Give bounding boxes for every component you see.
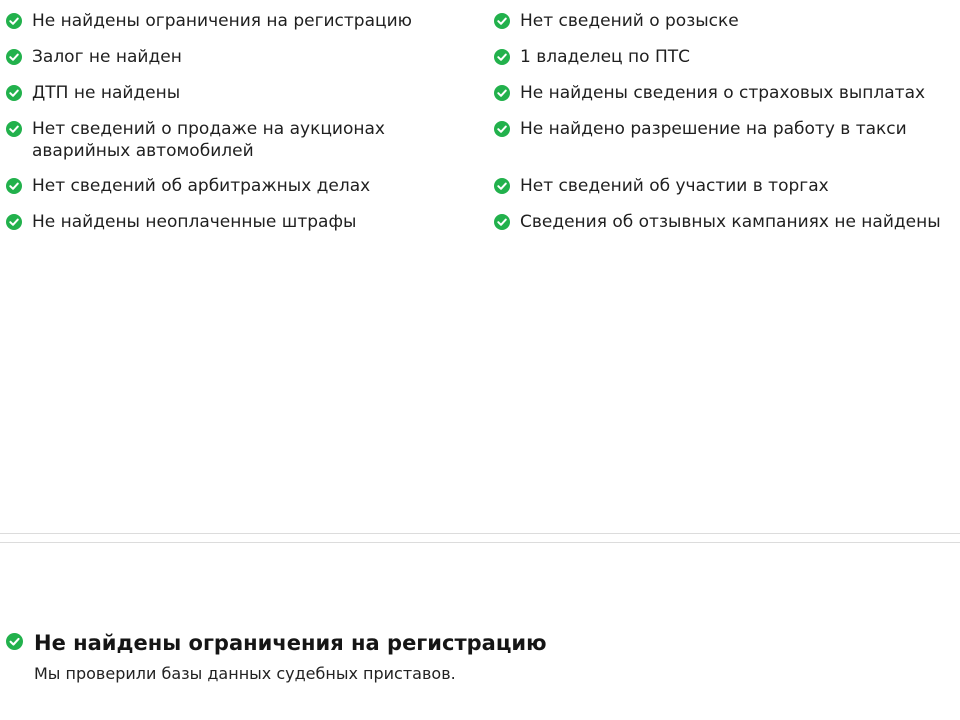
- section-divider: [0, 533, 960, 534]
- check-circle-icon: [6, 178, 22, 194]
- check-item-wanted: [494, 10, 954, 32]
- check-circle-icon: [494, 85, 510, 101]
- check-item-label: Нет сведений об участии в торгах: [520, 176, 829, 196]
- check-item-pledge: [6, 46, 484, 68]
- check-item-label: Нет сведений о продаже на аукционах аварийных автомобилей: [32, 119, 385, 161]
- check-circle-icon: [494, 49, 510, 65]
- check-item-registration: [6, 10, 484, 32]
- check-item-label: Не найдено разрешение на работу в такси: [520, 119, 907, 139]
- check-circle-icon: [6, 214, 22, 230]
- check-circle-icon: [6, 121, 22, 137]
- check-circle-icon: [6, 13, 22, 29]
- check-circle-icon: [494, 121, 510, 137]
- check-item-auctions: [6, 118, 484, 162]
- check-list-left: [6, 10, 484, 233]
- check-item-taxi: [494, 118, 954, 140]
- check-item-accidents: [6, 82, 484, 104]
- check-item-label: Не найдены неоплаченные штрафы: [32, 212, 357, 232]
- check-item-recalls: [494, 211, 954, 233]
- check-circle-icon: [6, 633, 23, 650]
- check-item-label: Нет сведений об арбитражных делах: [32, 176, 371, 196]
- detail-subtitle: Мы проверили базы данных судебных приставов.: [34, 664, 456, 683]
- check-item-owners: [494, 46, 954, 68]
- check-circle-icon: [494, 214, 510, 230]
- check-item-label: Не найдены ограничения на регистрацию: [32, 11, 412, 31]
- check-circle-icon: [6, 49, 22, 65]
- check-item-arbitration: [6, 175, 484, 197]
- check-item-trades: [494, 175, 954, 197]
- section-divider: [0, 542, 960, 543]
- check-circle-icon: [494, 13, 510, 29]
- registration-detail-section: [6, 628, 946, 685]
- check-item-label: Сведения об отзывных кампаниях не найдены: [520, 212, 941, 232]
- check-item-fines: [6, 211, 484, 233]
- detail-header: [6, 628, 946, 658]
- check-item-label: ДТП не найдены: [32, 83, 181, 103]
- check-circle-icon: [6, 85, 22, 101]
- check-item-label: 1 владелец по ПТС: [520, 47, 690, 67]
- check-item-label: Не найдены сведения о страховых выплатах: [520, 83, 926, 103]
- check-circle-icon: [494, 178, 510, 194]
- check-item-label: Нет сведений о розыске: [520, 11, 739, 31]
- check-item-label: Залог не найден: [32, 47, 182, 67]
- check-list-right: [494, 10, 954, 233]
- check-item-insurance: [494, 82, 954, 104]
- detail-title: Не найдены ограничения на регистрацию: [34, 631, 547, 655]
